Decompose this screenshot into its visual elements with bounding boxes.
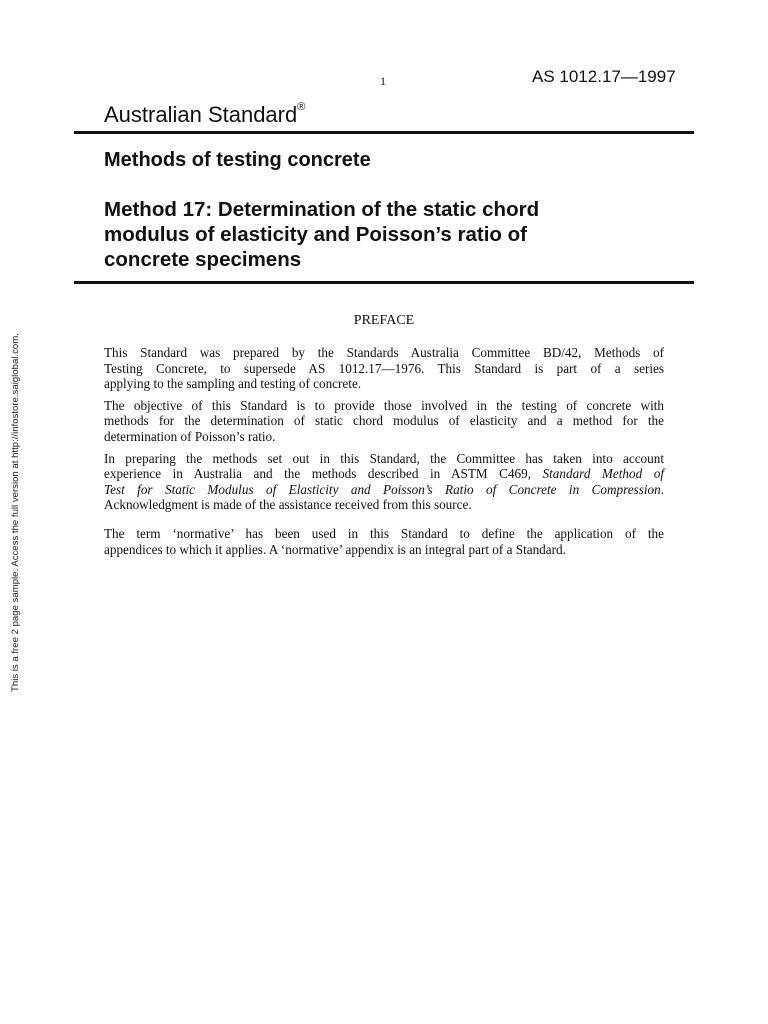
text-line — [104, 466, 664, 482]
text-line: Testing Concrete, to supersede AS 1012.17—1976. This Standard is part of a series — [104, 360, 664, 376]
text-line: The objective of this Standard is to provide those involved in the testing of concrete with — [104, 397, 664, 413]
text-line: applying to the sampling and testing of concrete. — [104, 376, 362, 392]
sample-notice: This is a free 2 page sample. Access the full version at http://infostore.saiglobal.com. — [10, 333, 21, 692]
method-title — [104, 197, 664, 272]
method-title-line: modulus of elasticity and Poisson’s ratio of — [104, 223, 527, 246]
preface-paragraph-1 — [104, 345, 664, 392]
preface-body — [104, 345, 664, 563]
method-title-line: Method 17: Determination of the static chord — [104, 198, 540, 221]
astm-title-italic: Test for Static Modulus of Elasticity and Poisson’s Ratio of Concrete in Compression — [104, 481, 661, 497]
text-line: appendices to which it applies. A ‘normative’ appendix is an integral part of a Standard. — [104, 541, 566, 557]
brand-title — [104, 102, 305, 128]
document-code: AS 1012.17—1997 — [532, 67, 676, 86]
page-number: 1 — [380, 74, 386, 88]
text-line: The term ‘normative’ has been used in this Standard to define the application of the — [104, 525, 664, 541]
brand-name: Australian Standard — [104, 102, 298, 127]
registered-mark: ® — [297, 100, 306, 113]
preface-heading — [0, 313, 768, 329]
text-line — [104, 482, 664, 498]
text-line: determination of Poisson’s ratio. — [104, 428, 276, 444]
bottom-rule — [74, 281, 694, 284]
method-title-line: concrete specimens — [104, 248, 302, 271]
preface-heading-text: PREFACE — [353, 313, 415, 328]
top-rule — [74, 131, 694, 134]
preface-paragraph-4 — [104, 526, 664, 557]
text-line: methods for the determination of static chord modulus of elasticity and a method for the — [104, 413, 664, 429]
series-title: Methods of testing concrete — [104, 149, 371, 171]
preface-paragraph-3 — [104, 451, 664, 513]
text-plain: . — [660, 481, 664, 497]
astm-title-italic: Standard Method of — [542, 466, 664, 482]
preface-paragraph-2 — [104, 398, 664, 445]
text-line: Acknowledgment is made of the assistance received from this source. — [104, 497, 472, 513]
text-plain: experience in Australia and the methods described in ASTM C469, — [104, 466, 543, 482]
text-line: This Standard was prepared by the Standards Australia Committee BD/42, Methods of — [104, 345, 664, 360]
text-line: In preparing the methods set out in this Standard, the Committee has taken into account — [104, 450, 664, 466]
